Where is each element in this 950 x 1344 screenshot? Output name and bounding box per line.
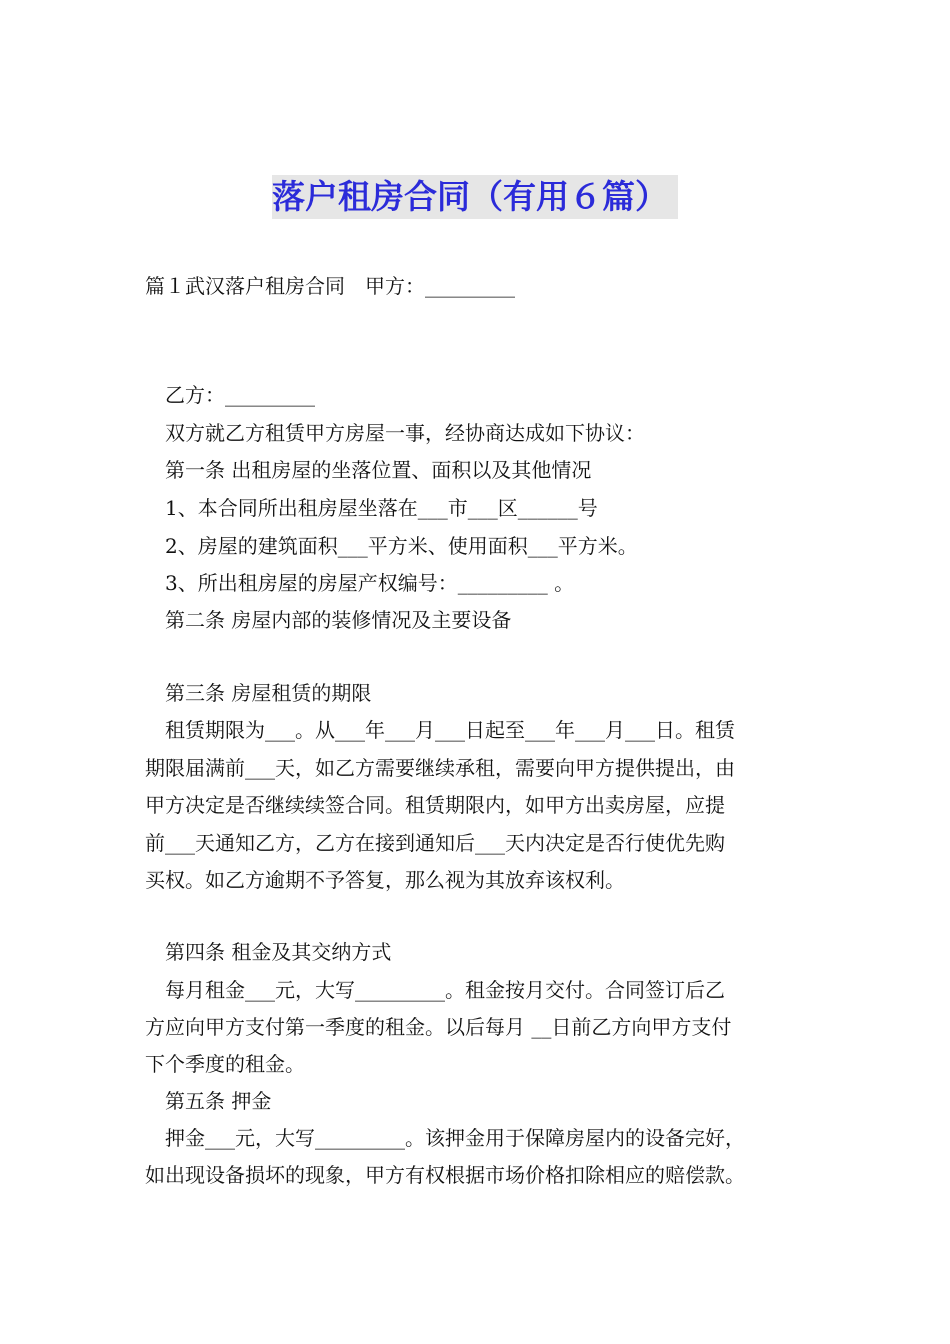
article-5-paragraph-line-2: 如出现设备损坏的现象，甲方有权根据市场价格扣除相应的赔偿款。 bbox=[145, 1163, 745, 1187]
article-3-paragraph-line-2: 期限届满前___天，如乙方需要继续承租，需要向甲方提供提出，由 bbox=[145, 756, 735, 780]
article-1-item-3: 3、所出租房屋的房屋产权编号：_________ 。 bbox=[165, 571, 575, 595]
document-title: 落户租房合同（有用６篇） bbox=[272, 175, 678, 219]
article-3-heading: 第三条 房屋租赁的期限 bbox=[165, 681, 372, 705]
title-container bbox=[0, 175, 950, 219]
party-b-line: 乙方：_________ bbox=[165, 383, 315, 407]
article-3-paragraph-line-1: 租赁期限为___。从___年___月___日起至___年___月___日。租赁 bbox=[165, 718, 735, 742]
article-1-item-2: 2、房屋的建筑面积___平方米、使用面积___平方米。 bbox=[165, 534, 638, 558]
article-5-heading: 第五条 押金 bbox=[165, 1089, 272, 1113]
article-1-heading: 第一条 出租房屋的坐落位置、面积以及其他情况 bbox=[165, 458, 592, 482]
agreement-intro: 双方就乙方租赁甲方房屋一事，经协商达成如下协议： bbox=[165, 421, 645, 445]
article-4-paragraph-line-3: 下个季度的租金。 bbox=[145, 1052, 305, 1076]
article-1-item-1: 1、本合同所出租房屋坐落在___市___区______号 bbox=[165, 496, 598, 520]
article-3-paragraph-line-3: 甲方决定是否继续续签合同。租赁期限内，如甲方出卖房屋，应提 bbox=[145, 793, 725, 817]
contract-header-line: 篇１武汉落户租房合同 甲方：_________ bbox=[145, 274, 515, 298]
article-3-paragraph-line-5: 买权。如乙方逾期不予答复，那么视为其放弃该权利。 bbox=[145, 868, 625, 892]
article-5-paragraph-line-1: 押金___元，大写_________。该押金用于保障房屋内的设备完好， bbox=[165, 1126, 745, 1150]
article-4-paragraph-line-2: 方应向甲方支付第一季度的租金。以后每月 __日前乙方向甲方支付 bbox=[145, 1015, 732, 1039]
article-3-paragraph-line-4: 前___天通知乙方，乙方在接到通知后___天内决定是否行使优先购 bbox=[145, 831, 725, 855]
article-4-heading: 第四条 租金及其交纳方式 bbox=[165, 940, 392, 964]
article-2-heading: 第二条 房屋内部的装修情况及主要设备 bbox=[165, 608, 512, 632]
article-4-paragraph-line-1: 每月租金___元，大写_________。租金按月交付。合同签订后乙 bbox=[165, 978, 725, 1002]
